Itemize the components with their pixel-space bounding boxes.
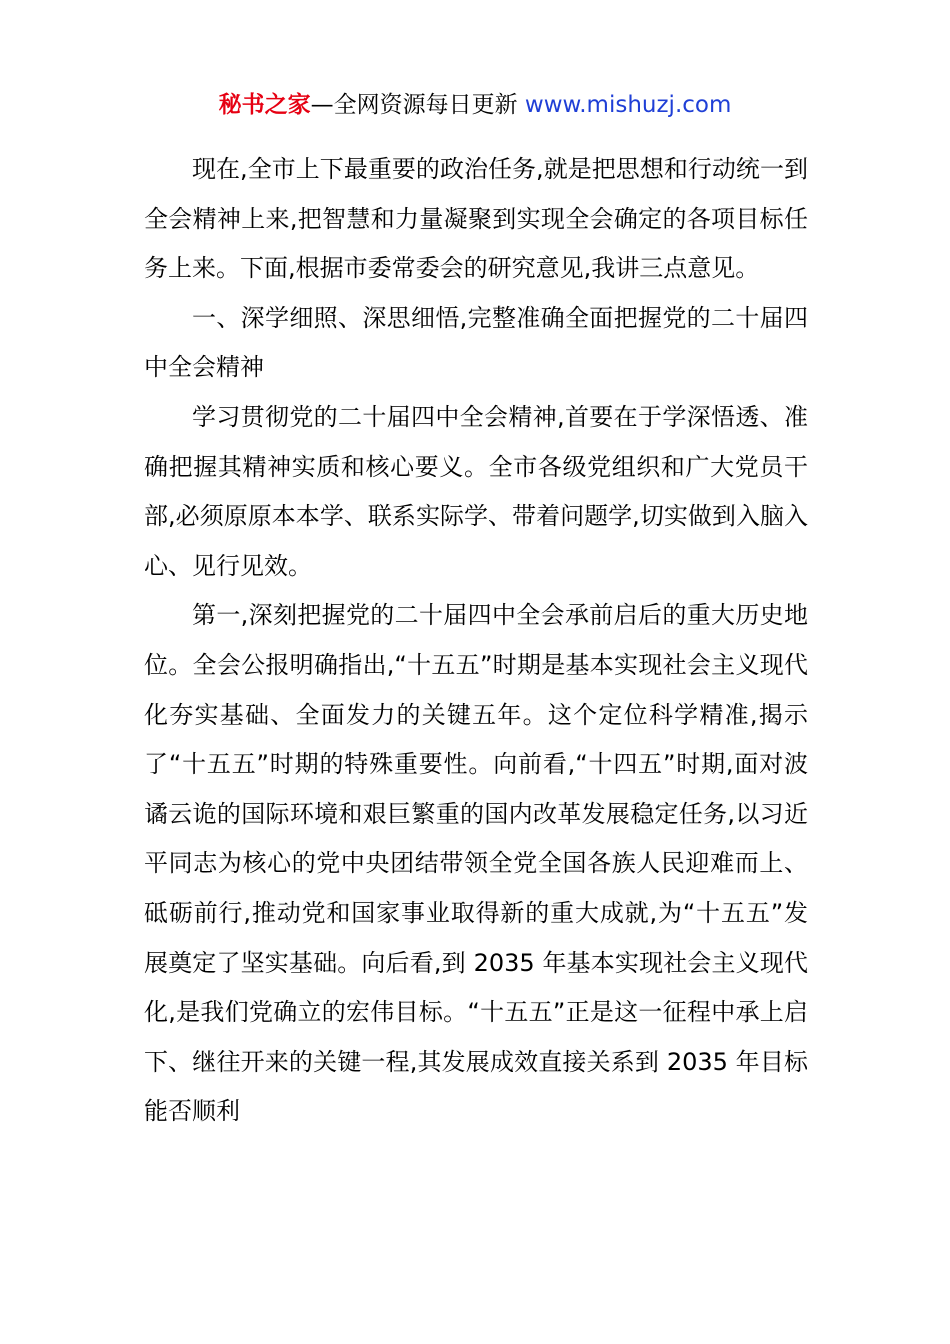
header-tagline: —全网资源每日更新 (310, 92, 525, 118)
brand-name: 秘书之家 (218, 92, 311, 118)
paragraph-first-point: 第一,深刻把握党的二十届四中全会承前启后的重大历史地位。全会公报明确指出,“十五五”时期是基本实现社会主义现代化夯实基础、全面发力的关键五年。这个定位科学精准,揭示了“十五五”时期的特殊重要性。向前看,“十四五”时期,面对波谲云诡的国际环境和艰巨繁重的国内改革发展稳定任务,以习近平同志为核心的党中央团结带领全党全国各族人民迎难而上、砥砺前行,推动党和国家事业取得新的重大成就,为“十五五”发展奠定了坚实基础。向后看,到 2035 年基本实现社会主义现代化,是我们党确立的宏伟目标。“十五五”正是这一征程中承上启下、继往开来的关键一程,其发展成效直接关系到 2035 年目标能否顺利 (144, 601, 808, 1126)
site-url-link[interactable]: www.mishuzj.com (524, 92, 732, 118)
document-body (144, 145, 808, 1137)
paragraph-study: 学习贯彻党的二十届四中全会精神,首要在于学深悟透、准确把握其精神实质和核心要义。全市各级党组织和广大党员干部,必须原原本本学、联系实际学、带着问题学,切实做到入脑入心、见行见效。 (144, 402, 808, 580)
paragraph-intro: 现在,全市上下最重要的政治任务,就是把思想和行动统一到全会精神上来,把智慧和力量凝聚到实现全会确定的各项目标任务上来。下面,根据市委常委会的研究意见,我讲三点意见。 (144, 155, 808, 283)
site-header (0, 88, 950, 122)
section-heading-1: 一、深学细照、深思细悟,完整准确全面把握党的二十届四中全会精神 (144, 303, 808, 382)
